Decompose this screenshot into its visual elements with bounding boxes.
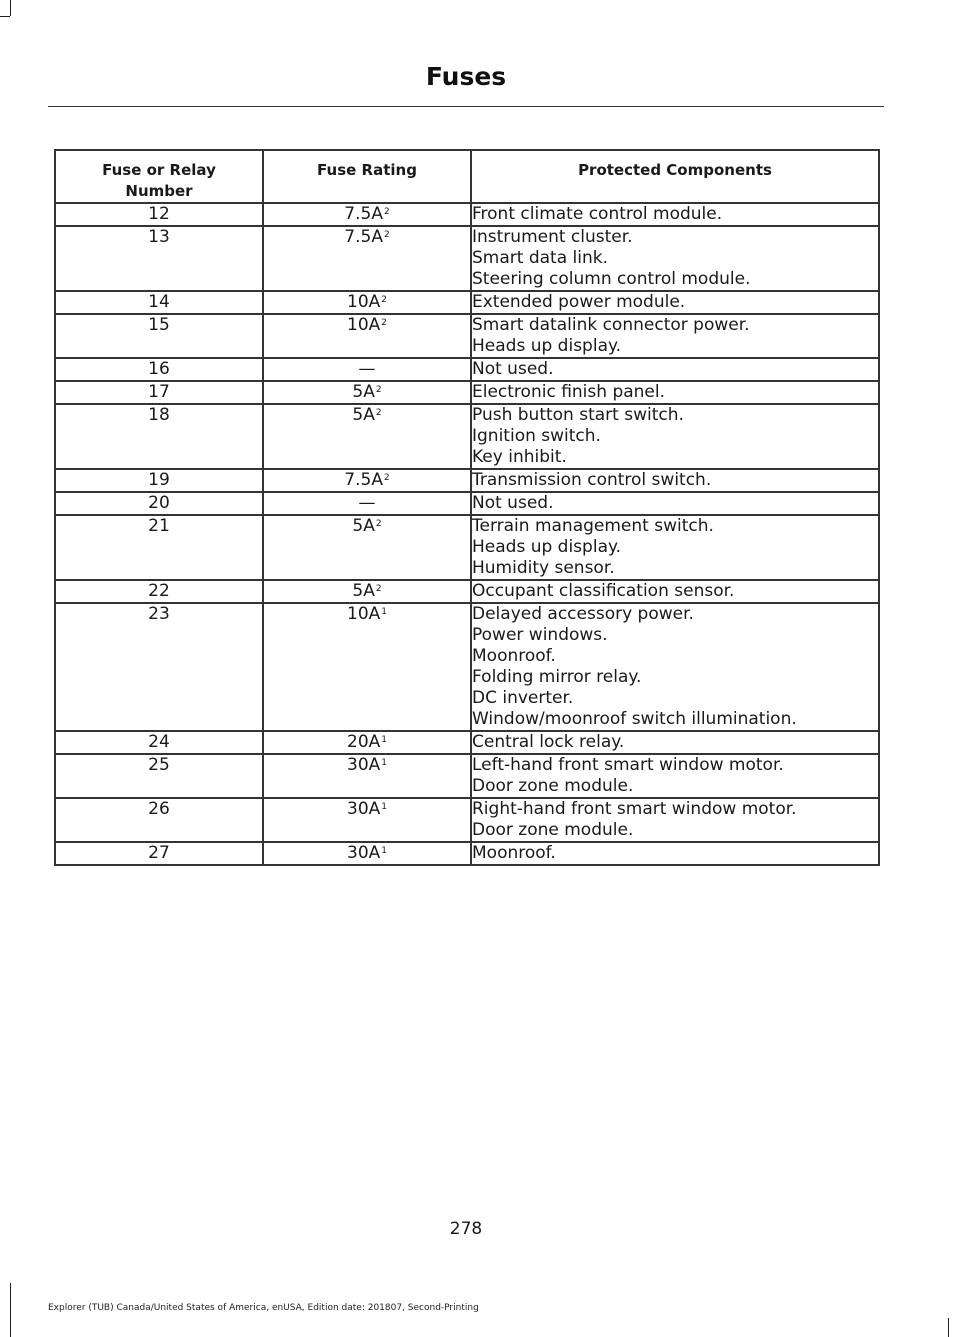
fuse-rating-cell xyxy=(263,404,471,469)
component-line: Electronic finish panel. xyxy=(472,382,666,402)
component-line: Extended power module. xyxy=(472,292,686,312)
component-line: Folding mirror relay. xyxy=(472,667,642,687)
fuse-rating-cell xyxy=(263,492,471,515)
fuse-number: 13 xyxy=(55,226,263,291)
fuse-number: 16 xyxy=(55,358,263,381)
fuse-rating: 5A xyxy=(352,382,375,402)
protected-components xyxy=(471,731,879,754)
component-line: Central lock relay. xyxy=(472,732,625,752)
footnote-marker: 1 xyxy=(381,735,387,745)
fuse-number: 17 xyxy=(55,381,263,404)
fuse-rating: 10A xyxy=(347,604,381,624)
fuse-number: 20 xyxy=(55,492,263,515)
fuse-rating-cell xyxy=(263,603,471,731)
component-line: Power windows. xyxy=(472,625,608,645)
fuse-number: 27 xyxy=(55,842,263,865)
fuse-rating-cell xyxy=(263,358,471,381)
fuse-rating: — xyxy=(358,493,376,513)
protected-components xyxy=(471,291,879,314)
fuse-table xyxy=(54,149,880,866)
component-line: Heads up display. xyxy=(472,537,622,557)
footnote-marker: 2 xyxy=(383,473,390,483)
fuse-rating: 10A xyxy=(347,292,381,312)
fuse-rating: 10A xyxy=(347,315,381,335)
component-line: Smart data link. xyxy=(472,248,608,268)
table-row xyxy=(55,842,879,865)
component-line: Smart datalink connector power. xyxy=(472,315,750,335)
fuse-rating: 30A xyxy=(347,755,381,775)
component-line: Heads up display. xyxy=(472,336,622,356)
footnote-marker: 2 xyxy=(381,318,387,328)
column-header-number: Fuse or Relay Number xyxy=(55,150,263,203)
fuse-number: 18 xyxy=(55,404,263,469)
protected-components xyxy=(471,842,879,865)
component-line: Front climate control module. xyxy=(472,204,723,224)
table-row xyxy=(55,515,879,580)
component-line: Window/moonroof switch illumination. xyxy=(472,709,797,729)
component-line: Not used. xyxy=(472,493,554,513)
component-line: Moonroof. xyxy=(472,843,556,863)
table-row xyxy=(55,314,879,358)
crop-mark xyxy=(10,0,11,16)
edition-footer: Explorer (TUB) Canada/United States of America, enUSA, Edition date: 201807, Second-Printing xyxy=(48,1303,479,1313)
fuse-rating: 7.5A xyxy=(344,227,383,247)
footnote-marker: 1 xyxy=(381,607,387,617)
table-row xyxy=(55,603,879,731)
component-line: Moonroof. xyxy=(472,646,556,666)
footnote-marker: 1 xyxy=(381,802,387,812)
fuse-rating: 20A xyxy=(347,732,381,752)
table-row xyxy=(55,754,879,798)
protected-components xyxy=(471,381,879,404)
fuse-rating-cell xyxy=(263,515,471,580)
table-header-row xyxy=(55,150,879,203)
component-line: Steering column control module. xyxy=(472,269,751,289)
protected-components xyxy=(471,492,879,515)
fuse-rating: 5A xyxy=(352,581,375,601)
fuse-number: 23 xyxy=(55,603,263,731)
component-line: Key inhibit. xyxy=(472,447,567,467)
table-row xyxy=(55,404,879,469)
fuse-rating-cell xyxy=(263,381,471,404)
crop-mark xyxy=(0,16,10,17)
protected-components xyxy=(471,754,879,798)
component-line: Ignition switch. xyxy=(472,426,601,446)
fuse-rating: 7.5A xyxy=(344,204,383,224)
fuse-rating-cell xyxy=(263,469,471,492)
fuse-number: 15 xyxy=(55,314,263,358)
footnote-marker: 2 xyxy=(375,519,382,529)
fuse-rating-cell xyxy=(263,798,471,842)
table-row xyxy=(55,226,879,291)
protected-components xyxy=(471,358,879,381)
fuse-rating: 5A xyxy=(352,516,375,536)
protected-components xyxy=(471,798,879,842)
fuse-rating-cell xyxy=(263,580,471,603)
footnote-marker: 2 xyxy=(383,230,390,240)
fuse-number: 24 xyxy=(55,731,263,754)
fuse-rating: 30A xyxy=(347,799,381,819)
fuse-rating-cell xyxy=(263,203,471,226)
fuse-rating: 7.5A xyxy=(344,470,383,490)
table-row xyxy=(55,358,879,381)
table-row xyxy=(55,381,879,404)
fuse-number: 21 xyxy=(55,515,263,580)
fuse-number: 26 xyxy=(55,798,263,842)
fuse-rating-cell xyxy=(263,754,471,798)
component-line: Door zone module. xyxy=(472,776,634,796)
column-header-components: Protected Components xyxy=(471,150,879,203)
fuse-rating: 5A xyxy=(352,405,375,425)
protected-components xyxy=(471,203,879,226)
fuse-rating: — xyxy=(358,359,376,379)
crop-mark xyxy=(948,1318,949,1337)
protected-components xyxy=(471,603,879,731)
title-divider xyxy=(48,106,884,107)
table-row xyxy=(55,469,879,492)
protected-components xyxy=(471,314,879,358)
fuse-rating-cell xyxy=(263,226,471,291)
crop-mark xyxy=(10,1283,11,1337)
table-row xyxy=(55,580,879,603)
page-number: 278 xyxy=(449,1219,483,1239)
component-line: Transmission control switch. xyxy=(472,470,712,490)
protected-components xyxy=(471,404,879,469)
footnote-marker: 2 xyxy=(375,584,382,594)
table-row xyxy=(55,492,879,515)
fuse-number: 22 xyxy=(55,580,263,603)
component-line: Terrain management switch. xyxy=(472,516,714,536)
footnote-marker: 2 xyxy=(383,207,390,217)
component-line: DC inverter. xyxy=(472,688,574,708)
component-line: Occupant classification sensor. xyxy=(472,581,735,601)
fuse-number: 14 xyxy=(55,291,263,314)
component-line: Delayed accessory power. xyxy=(472,604,694,624)
fuse-rating-cell xyxy=(263,291,471,314)
footnote-marker: 2 xyxy=(375,385,382,395)
footnote-marker: 1 xyxy=(381,758,387,768)
column-header-rating: Fuse Rating xyxy=(263,150,471,203)
component-line: Door zone module. xyxy=(472,820,634,840)
table-row xyxy=(55,798,879,842)
component-line: Right-hand front smart window motor. xyxy=(472,799,797,819)
protected-components xyxy=(471,226,879,291)
protected-components xyxy=(471,580,879,603)
component-line: Push button start switch. xyxy=(472,405,684,425)
table-row xyxy=(55,731,879,754)
component-line: Humidity sensor. xyxy=(472,558,615,578)
footnote-marker: 2 xyxy=(381,295,387,305)
fuse-rating: 30A xyxy=(347,843,381,863)
fuse-number: 19 xyxy=(55,469,263,492)
fuse-number: 12 xyxy=(55,203,263,226)
fuse-rating-cell xyxy=(263,842,471,865)
component-line: Not used. xyxy=(472,359,554,379)
page-title: Fuses xyxy=(425,62,507,91)
table-row xyxy=(55,291,879,314)
protected-components xyxy=(471,515,879,580)
protected-components xyxy=(471,469,879,492)
footnote-marker: 2 xyxy=(375,408,382,418)
component-line: Instrument cluster. xyxy=(472,227,633,247)
fuse-number: 25 xyxy=(55,754,263,798)
footnote-marker: 1 xyxy=(381,846,387,856)
table-row xyxy=(55,203,879,226)
fuse-rating-cell xyxy=(263,314,471,358)
fuse-rating-cell xyxy=(263,731,471,754)
component-line: Left-hand front smart window motor. xyxy=(472,755,784,775)
